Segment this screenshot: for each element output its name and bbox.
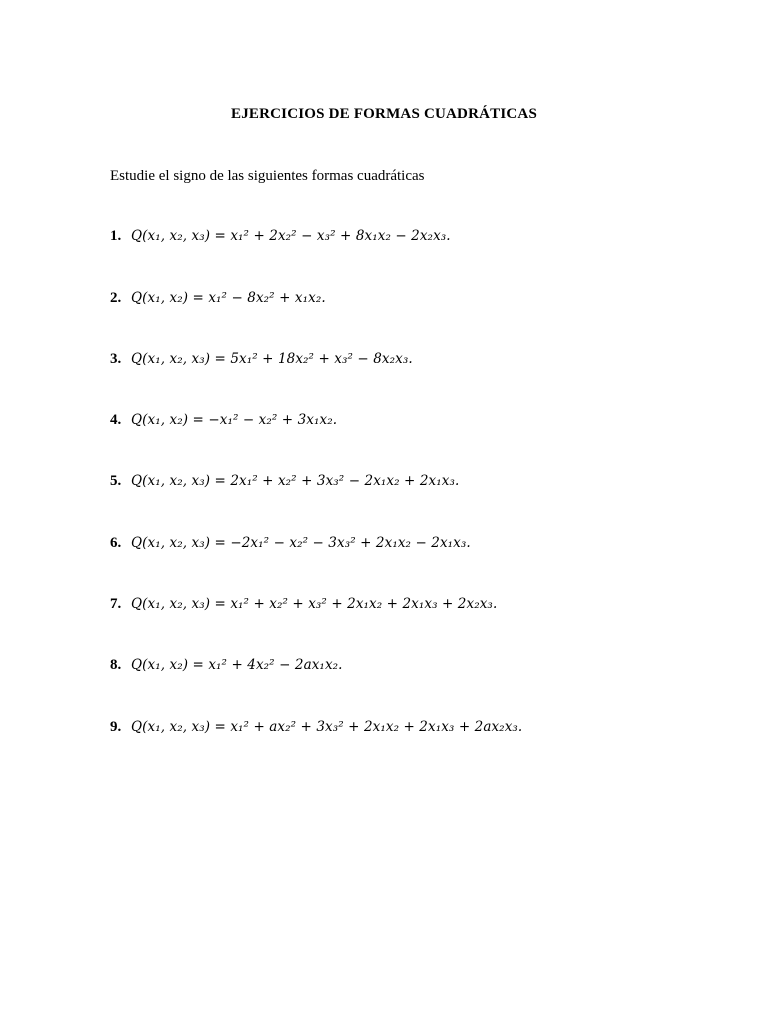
exercise-number: 3. <box>110 351 122 367</box>
exercise-formula: Q(x₁, x₂) = x₁² − 8x₂² + x₁x₂. <box>131 290 326 306</box>
instruction-text: Estudie el signo de las siguientes formas cuadráticas <box>110 168 425 184</box>
exercise-item <box>110 473 459 495</box>
exercise-number: 5. <box>110 473 122 489</box>
exercise-number: 8. <box>110 657 122 673</box>
exercise-number: 4. <box>110 412 122 428</box>
exercise-number: 7. <box>110 596 122 612</box>
exercise-formula: Q(x₁, x₂, x₃) = 5x₁² + 18x₂² + x₃² − 8x₂x₃. <box>131 351 413 367</box>
exercise-item <box>110 596 497 618</box>
exercise-formula: Q(x₁, x₂, x₃) = x₁² + 2x₂² − x₃² + 8x₁x₂ − 2x₂x₃. <box>131 228 451 244</box>
exercise-item <box>110 228 451 250</box>
exercise-formula: Q(x₁, x₂) = x₁² + 4x₂² − 2ax₁x₂. <box>131 657 343 673</box>
exercise-formula: Q(x₁, x₂, x₃) = x₁² + x₂² + x₃² + 2x₁x₂ + 2x₁x₃ + 2x₂x₃. <box>131 596 498 612</box>
exercise-item <box>110 719 522 741</box>
exercise-formula: Q(x₁, x₂, x₃) = −2x₁² − x₂² − 3x₃² + 2x₁x₂ − 2x₁x₃. <box>131 535 471 551</box>
exercise-number: 2. <box>110 290 122 306</box>
exercise-formula: Q(x₁, x₂) = −x₁² − x₂² + 3x₁x₂. <box>131 412 338 428</box>
exercise-item <box>110 351 413 373</box>
exercise-number: 6. <box>110 535 122 551</box>
exercise-item <box>110 412 337 434</box>
exercise-item <box>110 535 471 557</box>
exercise-formula: Q(x₁, x₂, x₃) = x₁² + ax₂² + 3x₃² + 2x₁x₂ + 2x₁x₃ + 2ax₂x₃. <box>131 719 523 735</box>
exercise-item <box>110 657 343 679</box>
exercise-number: 1. <box>110 228 122 244</box>
document-title: EJERCICIOS DE FORMAS CUADRÁTICAS <box>230 106 538 122</box>
exercise-number: 9. <box>110 719 122 735</box>
exercise-formula: Q(x₁, x₂, x₃) = 2x₁² + x₂² + 3x₃² − 2x₁x₂ + 2x₁x₃. <box>131 473 460 489</box>
exercise-item <box>110 290 326 312</box>
